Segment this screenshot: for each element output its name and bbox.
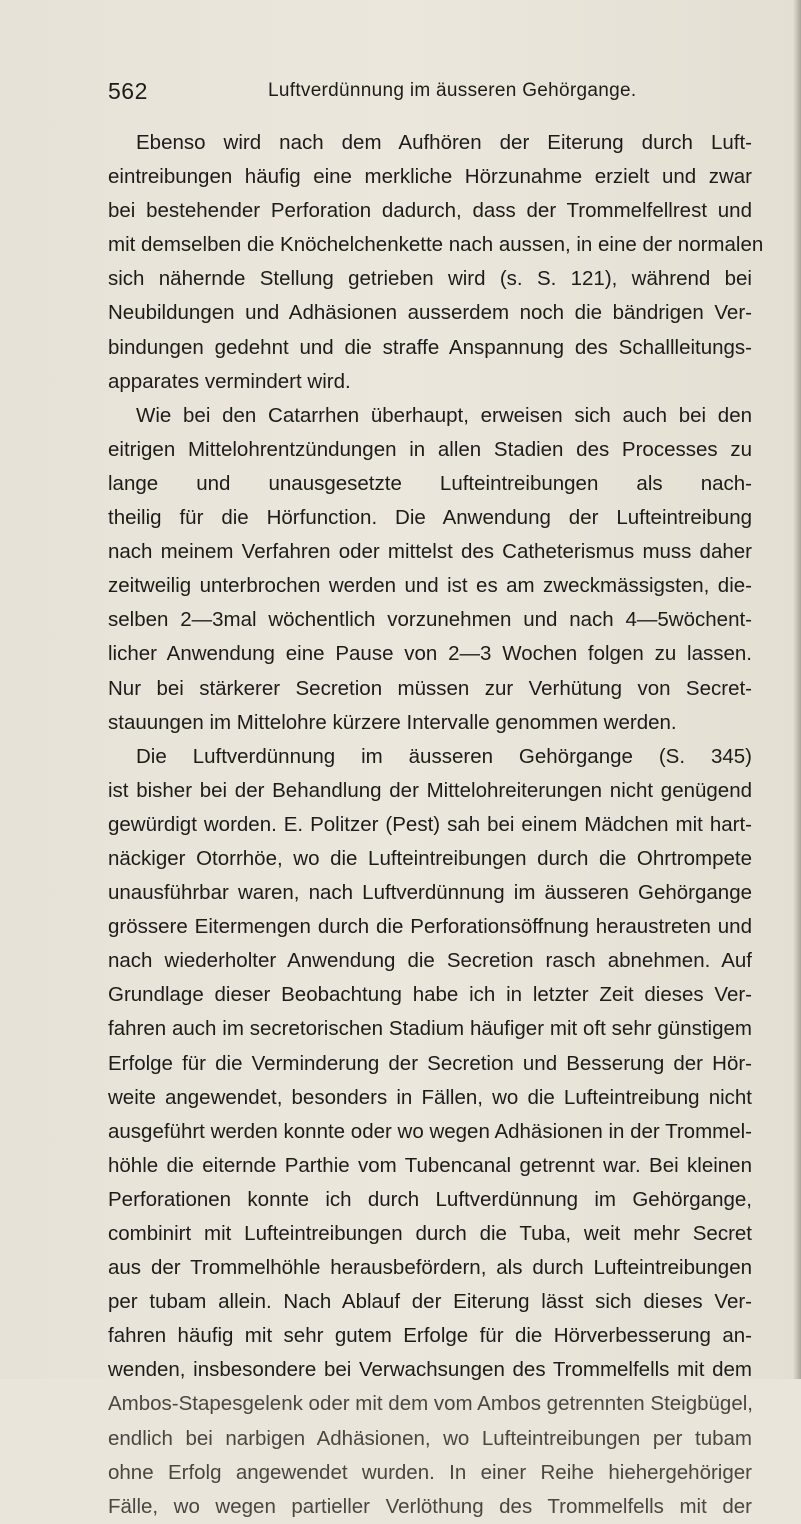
- text-line: stauungen im Mittelohre kürzere Intervalle genommen werden.: [108, 710, 677, 734]
- text-line: apparates vermindert wird.: [108, 369, 351, 393]
- text-line: höhle die eiternde Parthie vom Tubencanal getrennt war. Bei kleinen: [108, 1153, 752, 1177]
- page-edge-shadow: [793, 0, 801, 1379]
- text-line: Neubildungen und Adhäsionen ausserdem noch die bändrigen Ver-: [108, 301, 752, 325]
- text-line: sich nähernde Stellung getrieben wird (s. S. 121), während bei: [108, 267, 752, 291]
- text-line: mit demselben die Knöchelchenkette nach aussen, in eine der normalen: [108, 233, 764, 257]
- text-line: selben 2—3mal wöchentlich vorzunehmen und nach 4—5wöchent-: [108, 608, 752, 632]
- text-line: licher Anwendung eine Pause von 2—3 Wochen folgen zu lassen.: [108, 642, 752, 666]
- text-line: Grundlage dieser Beobachtung habe ich in letzter Zeit dieses Ver-: [108, 983, 752, 1007]
- text-line: lange und unausgesetzte Lufteintreibungen als nach-: [108, 471, 752, 495]
- text-line: Fälle, wo wegen partieller Verlöthung des Trommelfells mit der: [108, 1494, 752, 1518]
- text-line: combinirt mit Lufteintreibungen durch die Tuba, weit mehr Secret: [108, 1222, 752, 1245]
- body-text: [108, 126, 764, 1524]
- text-line: bindungen gedehnt und die straffe Anspannung des Schallleitungs-: [108, 335, 752, 359]
- text-line: näckiger Otorrhöe, wo die Lufteintreibungen durch die Ohrtrompete: [108, 846, 752, 870]
- text-line: per tubam allein. Nach Ablauf der Eiterung lässt sich dieses Ver-: [108, 1290, 752, 1314]
- text-line: wenden, insbesondere bei Verwachsungen des Trommelfells mit dem: [108, 1358, 752, 1382]
- text-line: fahren auch im secretorischen Stadium häufiger mit oft sehr günstigem: [108, 1017, 752, 1041]
- text-line: Nur bei stärkerer Secretion müssen zur Verhütung von Secret-: [108, 676, 752, 700]
- running-title: Luftverdünnung im äusseren Gehörgange.: [268, 80, 637, 101]
- text-line: Ebenso wird nach dem Aufhören der Eiterung durch Luft-: [136, 131, 752, 154]
- text-line: ausgeführt werden konnte oder wo wegen Adhäsionen in der Trommel-: [108, 1119, 752, 1143]
- text-line: fahren häufig mit sehr gutem Erfolge für die Hörverbesserung an-: [108, 1324, 752, 1348]
- text-line: bei bestehender Perforation dadurch, dass der Trommelfellrest und: [108, 199, 752, 223]
- page-number: 562: [108, 78, 148, 104]
- text-line: Die Luftverdünnung im äusseren Gehörgange (S. 345): [136, 744, 752, 768]
- text-line: eitrigen Mittelohrentzündungen in allen Stadien des Processes zu: [108, 437, 752, 461]
- text-line: unausführbar waren, nach Luftverdünnung im äusseren Gehörgange: [108, 881, 752, 905]
- text-line: zeitweilig unterbrochen werden und ist es am zweckmässigsten, die-: [108, 574, 752, 598]
- text-line: weite angewendet, besonders in Fällen, wo die Lufteintreibung nicht: [108, 1085, 752, 1109]
- text-line: grössere Eitermengen durch die Perforationsöffnung heraustreten und: [108, 915, 752, 939]
- text-line: Wie bei den Catarrhen überhaupt, erweisen sich auch bei den: [136, 403, 752, 427]
- text-line: endlich bei narbigen Adhäsionen, wo Lufteintreibungen per tubam: [108, 1426, 752, 1450]
- text-line: Perforationen konnte ich durch Luftverdünnung im Gehörgange,: [108, 1187, 752, 1211]
- text-line: aus der Trommelhöhle herausbefördern, als durch Lufteintreibungen: [108, 1256, 752, 1280]
- page-header: [108, 78, 748, 108]
- text-line: nach wiederholter Anwendung die Secretion rasch abnehmen. Auf: [108, 949, 752, 973]
- text-line: nach meinem Verfahren oder mittelst des Catheterismus muss daher: [108, 540, 752, 564]
- text-line: gewürdigt worden. E. Politzer (Pest) sah bei einem Mädchen mit hart-: [108, 812, 752, 836]
- text-line: ohne Erfolg angewendet wurden. In einer Reihe hiehergehöriger: [108, 1460, 752, 1484]
- text-line: ist bisher bei der Behandlung der Mittelohreiterungen nicht genügend: [108, 778, 752, 802]
- text-line: Erfolge für die Verminderung der Secretion und Besserung der Hör-: [108, 1051, 752, 1075]
- text-line: eintreibungen häufig eine merkliche Hörzunahme erzielt und zwar: [108, 165, 752, 189]
- text-line: Ambos-Stapesgelenk oder mit dem vom Ambos getrennten Steigbügel,: [108, 1392, 753, 1416]
- text-line: theilig für die Hörfunction. Die Anwendung der Lufteintreibung: [108, 506, 752, 530]
